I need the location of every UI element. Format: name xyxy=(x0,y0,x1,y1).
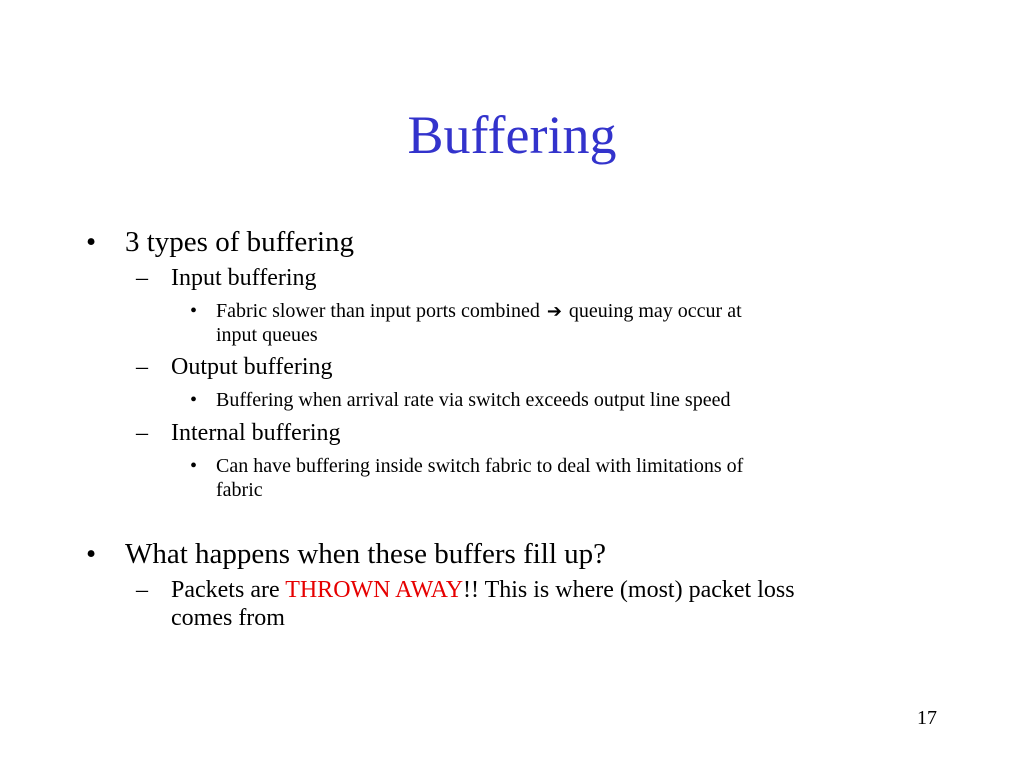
detail-bullet-marker: • xyxy=(190,455,198,477)
slide-title: Buffering xyxy=(407,105,617,165)
detail-text-after-arrow: queuing may occur at xyxy=(568,300,742,322)
detail-bullet-marker: • xyxy=(190,300,198,322)
detail-text xyxy=(216,299,742,324)
list-item: Output buffering xyxy=(171,354,333,380)
bullet-marker: • xyxy=(86,226,97,258)
text-before-emphasis: Packets are xyxy=(171,577,286,603)
section-heading: 3 types of buffering xyxy=(125,226,354,258)
detail-text-continued: input queues xyxy=(216,324,318,346)
detail-bullet-marker: • xyxy=(190,389,198,411)
subbullet-marker: – xyxy=(136,420,148,446)
detail-text: Can have buffering inside switch fabric to deal with limitations of xyxy=(216,455,744,477)
page-number: 17 xyxy=(917,707,937,729)
subbullet-marker: – xyxy=(136,577,148,603)
list-item: Internal buffering xyxy=(171,420,341,446)
detail-text-continued: fabric xyxy=(216,479,263,501)
text-after-emphasis: !! This is where (most) packet loss xyxy=(463,577,795,603)
list-item-continued: comes from xyxy=(171,605,285,631)
subbullet-marker: – xyxy=(136,265,148,291)
subbullet-marker: – xyxy=(136,354,148,380)
list-item: Input buffering xyxy=(171,265,317,291)
detail-text: Buffering when arrival rate via switch exceeds output line speed xyxy=(216,389,731,411)
emphasis-text: THROWN AWAY xyxy=(285,577,464,603)
right-arrow-icon: ➔ xyxy=(546,301,562,322)
detail-text-before-arrow: Fabric slower than input ports combined xyxy=(216,300,540,322)
list-item xyxy=(171,576,795,605)
bullet-marker: • xyxy=(86,538,97,570)
section-heading: What happens when these buffers fill up? xyxy=(125,538,607,570)
